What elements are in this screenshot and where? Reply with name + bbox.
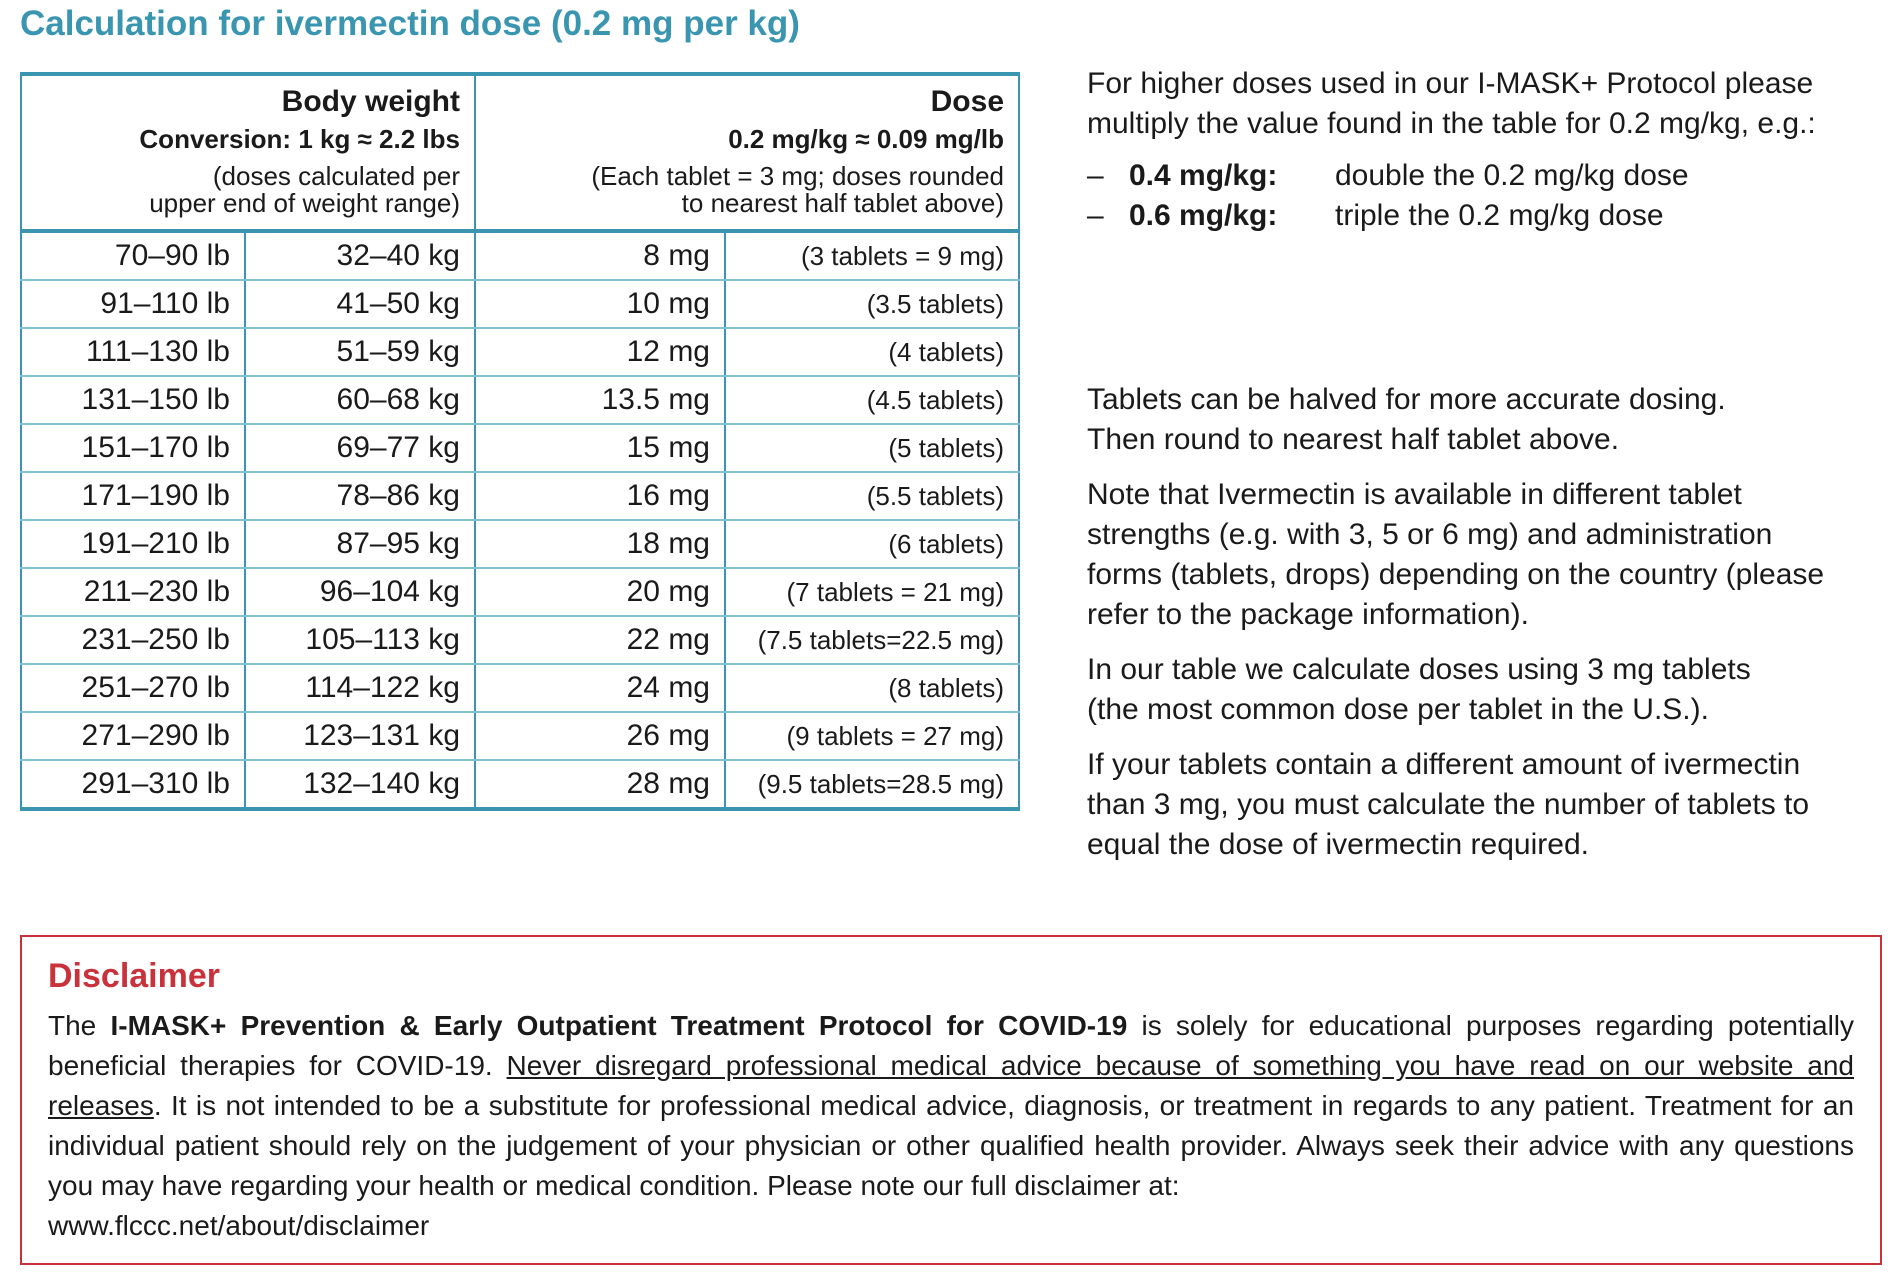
different-amount-note-line2: than 3 mg, you must calculate the number of tablets to [1087, 788, 1810, 821]
weight-lb-cell: 171–190 lb [21, 472, 245, 520]
table-row [21, 424, 1019, 472]
dose-mg-cell: 26 mg [475, 712, 725, 760]
disclaimer-box [20, 935, 1882, 1265]
higher-doses-intro-line1: For higher doses used in our I-MASK+ Protocol please [1087, 67, 1814, 100]
strengths-note-line1: Note that Ivermectin is available in different tablet [1087, 478, 1742, 511]
strengths-note-line2: strengths (e.g. with 3, 5 or 6 mg) and administration [1087, 518, 1773, 551]
disclaimer-url-link[interactable]: www.flccc.net/about/disclaimer [48, 1210, 430, 1241]
dose-mg-cell: 18 mg [475, 520, 725, 568]
higher-doses-intro-line2: multiply the value found in the table for 0.2 mg/kg, e.g.: [1087, 107, 1816, 140]
dash-bullet: – [1087, 159, 1104, 192]
table-row [21, 616, 1019, 664]
dose-mg-cell: 12 mg [475, 328, 725, 376]
dash-bullet: – [1087, 199, 1104, 232]
higher-dose-item [1087, 156, 1887, 196]
weight-lb-cell: 291–310 lb [21, 760, 245, 809]
dose-ratio: 0.2 mg/kg ≈ 0.09 mg/lb [728, 123, 1004, 154]
weight-kg-cell: 41–50 kg [245, 280, 475, 328]
weight-kg-cell: 32–40 kg [245, 231, 475, 280]
tablets-cell: (3.5 tablets) [725, 280, 1019, 328]
weight-kg-cell: 60–68 kg [245, 376, 475, 424]
weight-kg-cell: 114–122 kg [245, 664, 475, 712]
dose-mg-cell: 10 mg [475, 280, 725, 328]
tablets-cell: (5 tablets) [725, 424, 1019, 472]
halving-note-line1: Tablets can be halved for more accurate dosing. [1087, 383, 1726, 416]
weight-kg-cell: 78–86 kg [245, 472, 475, 520]
page-title: Calculation for ivermectin dose (0.2 mg per kg) [20, 4, 800, 43]
higher-dose-label: 0.4 mg/kg: [1129, 159, 1278, 192]
body-weight-header [21, 74, 475, 231]
weight-kg-cell: 87–95 kg [245, 520, 475, 568]
dose-title: Dose [930, 85, 1004, 118]
table-row [21, 376, 1019, 424]
higher-dose-item [1087, 196, 1887, 236]
strengths-note-line3: forms (tablets, drops) depending on the country (please [1087, 558, 1825, 591]
weight-lb-cell: 271–290 lb [21, 712, 245, 760]
dose-mg-cell: 16 mg [475, 472, 725, 520]
conversion-note: Conversion: 1 kg ≈ 2.2 lbs [139, 123, 460, 154]
table-row [21, 472, 1019, 520]
disclaimer-text-intro: The [48, 1010, 111, 1041]
weight-lb-cell: 111–130 lb [21, 328, 245, 376]
dose-note-line2: to nearest half tablet above) [681, 188, 1004, 219]
table-row [21, 328, 1019, 376]
disclaimer-text-purpose: is solely for educational purposes regarding potentially beneficial therapies for COVID-19. [48, 1010, 1855, 1081]
tablets-cell: (4.5 tablets) [725, 376, 1019, 424]
weight-kg-cell: 105–113 kg [245, 616, 475, 664]
protocol-name: I-MASK+ Prevention & Early Outpatient Treatment Protocol for COVID-19 [110, 1010, 1128, 1041]
dose-mg-cell: 28 mg [475, 760, 725, 809]
strengths-note-line4: refer to the package information). [1087, 598, 1529, 631]
table-row [21, 664, 1019, 712]
table-row [21, 568, 1019, 616]
tablets-cell: (9.5 tablets=28.5 mg) [725, 760, 1019, 809]
tablets-cell: (9 tablets = 27 mg) [725, 712, 1019, 760]
dose-mg-cell: 15 mg [475, 424, 725, 472]
weight-lb-cell: 231–250 lb [21, 616, 245, 664]
weight-lb-cell: 151–170 lb [21, 424, 245, 472]
dose-mg-cell: 8 mg [475, 231, 725, 280]
table-row [21, 231, 1019, 280]
weight-lb-cell: 211–230 lb [21, 568, 245, 616]
table-row [21, 280, 1019, 328]
weight-lb-cell: 131–150 lb [21, 376, 245, 424]
disclaimer-text-body: . It is not intended to be a substitute for professional medical advice, diagnosis, or treatment in regards to any patient. Treatment for an individual patient should rely on the judgement of your physician or other qualified health provider. Always seek their advice with any questions you may have regarding your health or medical condition. Please note our full disclaimer at: [48, 1090, 1854, 1201]
tablets-cell: (6 tablets) [725, 520, 1019, 568]
higher-dose-label: 0.6 mg/kg: [1129, 199, 1278, 232]
weight-lb-cell: 191–210 lb [21, 520, 245, 568]
table-row [21, 520, 1019, 568]
weight-kg-cell: 69–77 kg [245, 424, 475, 472]
higher-doses-section [1087, 64, 1887, 236]
calc-note-line2: (the most common dose per tablet in the U.S.). [1087, 693, 1709, 726]
table-header-row [21, 74, 1019, 231]
tablets-cell: (3 tablets = 9 mg) [725, 231, 1019, 280]
disclaimer-text [48, 1006, 1854, 1246]
tablets-cell: (8 tablets) [725, 664, 1019, 712]
higher-dose-text: double the 0.2 mg/kg dose [1335, 159, 1689, 192]
dose-mg-cell: 20 mg [475, 568, 725, 616]
body-weight-title: Body weight [281, 85, 460, 118]
tablets-cell: (4 tablets) [725, 328, 1019, 376]
weight-lb-cell: 251–270 lb [21, 664, 245, 712]
body-weight-note-line2: upper end of weight range) [149, 188, 460, 219]
calc-note-line1: In our table we calculate doses using 3 mg tablets [1087, 653, 1751, 686]
weight-kg-cell: 132–140 kg [245, 760, 475, 809]
different-amount-note-line3: equal the dose of ivermectin required. [1087, 828, 1589, 861]
dose-header [475, 74, 1019, 231]
weight-lb-cell: 70–90 lb [21, 231, 245, 280]
different-amount-note-line1: If your tablets contain a different amount of ivermectin [1087, 748, 1801, 781]
weight-kg-cell: 123–131 kg [245, 712, 475, 760]
dose-mg-cell: 22 mg [475, 616, 725, 664]
table-row [21, 712, 1019, 760]
dose-note-line1: (Each tablet = 3 mg; doses rounded [591, 160, 1004, 191]
weight-kg-cell: 96–104 kg [245, 568, 475, 616]
tablets-cell: (7.5 tablets=22.5 mg) [725, 616, 1019, 664]
tablets-cell: (7 tablets = 21 mg) [725, 568, 1019, 616]
table-row [21, 760, 1019, 809]
dose-mg-cell: 13.5 mg [475, 376, 725, 424]
body-weight-note-line1: (doses calculated per [212, 160, 460, 191]
dose-table [20, 72, 1020, 811]
weight-lb-cell: 91–110 lb [21, 280, 245, 328]
weight-kg-cell: 51–59 kg [245, 328, 475, 376]
advice-warning: Never disregard professional medical advice because of something you have read on our website and releases [48, 1050, 1854, 1121]
dose-mg-cell: 24 mg [475, 664, 725, 712]
higher-dose-text: triple the 0.2 mg/kg dose [1335, 199, 1664, 232]
halving-note-line2: Then round to nearest half tablet above. [1087, 423, 1620, 456]
tablets-cell: (5.5 tablets) [725, 472, 1019, 520]
tablet-notes-section [1087, 380, 1887, 865]
disclaimer-title: Disclaimer [48, 957, 220, 995]
